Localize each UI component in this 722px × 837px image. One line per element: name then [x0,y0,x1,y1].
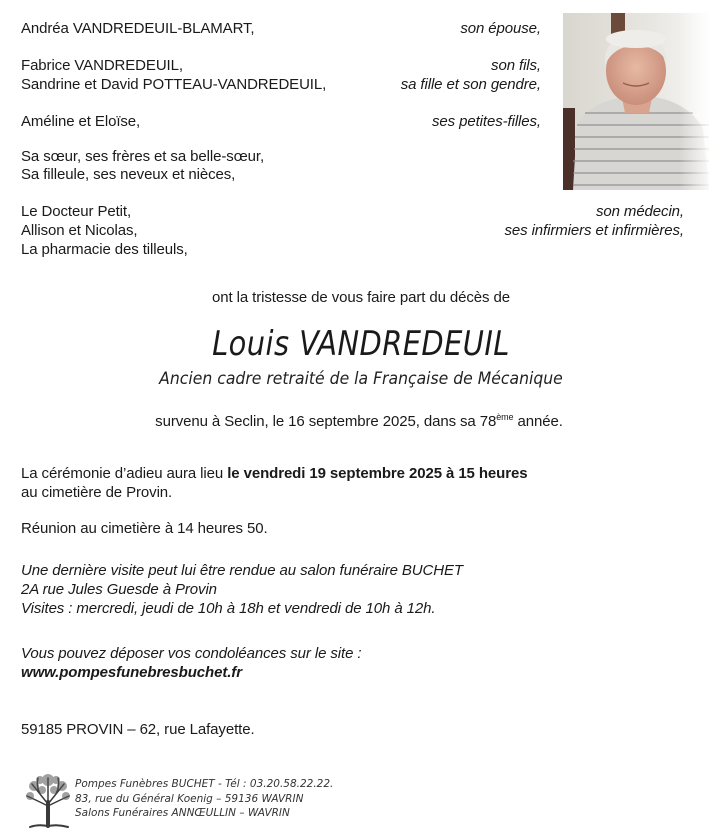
family-member-relation: ses petites-filles, [432,113,541,130]
deceased-subtitle: Ancien cadre retraité de la Française de Mécanique [159,369,563,389]
death-details-end: année. [513,413,563,430]
ceremony-date: le vendredi 19 septembre 2025 à 15 heures [227,465,528,482]
deceased-name: Louis VANDREDEUIL [212,324,510,364]
family-member-relation: son fils, [491,57,541,74]
footer-address: 83, rue du Général Koenig – 59136 WAVRIN [75,792,304,805]
visit-line-1: Une dernière visite peut lui être rendue au salon funéraire BUCHET [21,562,463,579]
family-member-relation: sa fille et son gendre, [400,76,541,93]
ordinal-suffix: ème [496,412,514,422]
family-member-name: Sa sœur, ses frères et sa belle-sœur, [21,148,265,165]
family-member-name: Le Docteur Petit, [21,203,132,220]
family-member-name: Allison et Nicolas, [21,222,138,239]
visit-address: 2A rue Jules Guesde à Provin [21,581,217,598]
footer-salons: Salons Funéraires ANNŒULLIN – WAVRIN [75,807,290,819]
family-member-name: Sa filleule, ses neveux et nièces, [21,166,236,183]
family-member-name: La pharmacie des tilleuls, [21,241,188,258]
family-member-name: Sandrine et David POTTEAU-VANDREDEUIL, [21,76,327,93]
meeting-time: Réunion au cimetière à 14 heures 50. [21,520,268,537]
family-member-name: Améline et Eloïse, [21,113,141,130]
family-member-name: Fabrice VANDREDEUIL, [21,57,183,74]
ceremony-prefix: La cérémonie d’adieu aura lieu [21,465,228,482]
footer-info [75,777,333,821]
portrait-photo [563,13,709,190]
tree-logo-icon [24,772,72,828]
portrait-image [563,13,709,190]
condolences-text: Vous pouvez déposer vos condoléances sur le site : [21,645,362,662]
family-member-relation: ses infirmiers et infirmières, [504,222,684,239]
death-details-text: survenu à Seclin, le 16 septembre 2025, dans sa 78 [155,413,497,430]
visit-hours: Visites : mercredi, jeudi de 10h à 18h et vendredi de 10h à 12h. [21,600,436,617]
ceremony-location: au cimetière de Provin. [21,484,173,501]
footer-company-phone: Pompes Funèbres BUCHET - Tél : 03.20.58.22.22. [75,778,334,790]
condolences-link[interactable]: www.pompesfunebresbuchet.fr [21,664,242,681]
death-details [0,413,720,431]
ceremony-info [21,465,527,483]
family-member-relation: son épouse, [460,20,541,37]
announcement-intro: ont la tristesse de vous faire part du décès de [212,289,510,306]
family-address: 59185 PROVIN – 62, rue Lafayette. [21,721,255,738]
family-member-relation: son médecin, [595,203,684,220]
family-member-name: Andréa VANDREDEUIL-BLAMART, [21,20,255,37]
